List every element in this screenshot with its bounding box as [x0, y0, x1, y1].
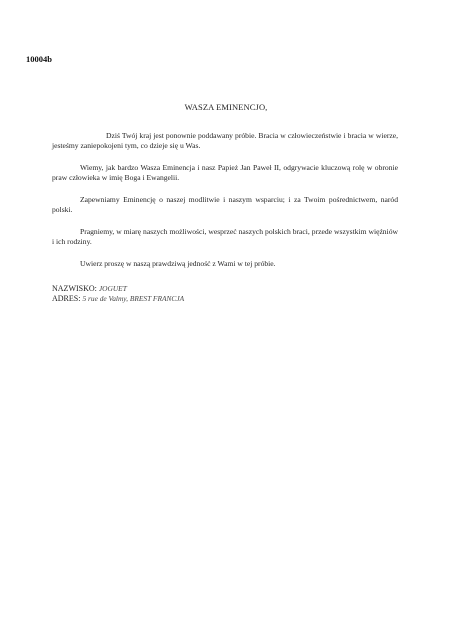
name-line	[52, 284, 184, 294]
address-value: 5 rue de Valmy, BREST FRANCJA	[82, 294, 185, 303]
sender-info	[52, 284, 184, 304]
document-id: 10004b	[26, 54, 52, 64]
address-line	[52, 294, 184, 304]
paragraph-4: Pragniemy, w miarę naszych możliwości, wesprzeć naszych polskich braci, przede wszystkim więźniów i ich rodziny.	[52, 227, 398, 246]
salutation: WASZA EMINENCJO,	[184, 102, 268, 112]
paragraph-1: Dziś Twój kraj jest ponownie poddawany próbie. Bracia w człowieczeństwie i bracia w wierze, jesteśmy zaniepokojeni tym, co dzieje się u Was.	[52, 131, 398, 150]
paragraph-2: Wiemy, jak bardzo Wasza Eminencja i nasz Papież Jan Paweł II, odgrywacie kluczową rolę w obronie praw człowieka w imię Boga i Ewangelii.	[52, 163, 398, 182]
paragraph-5: Uwierz proszę w naszą prawdziwą jedność z Wami w tej próbie.	[80, 259, 276, 268]
address-label: ADRES:	[52, 294, 81, 303]
paragraph-3: Zapewniamy Eminencję o naszej modlitwie i naszym wsparciu; i za Twoim pośrednictwem, naród polski.	[52, 195, 398, 214]
name-value: JOGUET	[98, 284, 127, 293]
letter-body	[52, 131, 398, 281]
name-label: NAZWISKO:	[52, 284, 97, 293]
